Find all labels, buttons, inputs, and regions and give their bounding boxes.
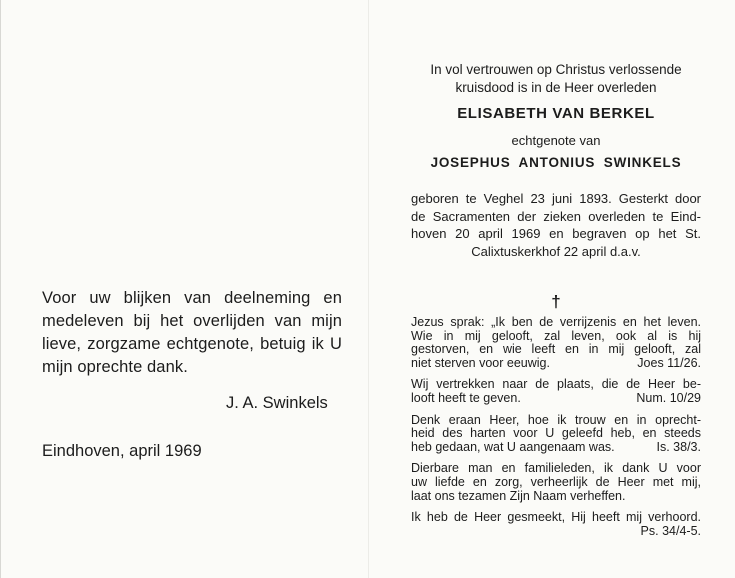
verse-reference: Joes 11/26. — [637, 355, 701, 370]
verse-reference: Ps. 34/4-5. — [640, 523, 701, 538]
bio-line: hoven 20 april 1969 en begraven op het St. — [411, 226, 701, 241]
place-date: Eindhoven, april 1969 — [42, 442, 202, 460]
verse-line: heid des harten voor U geleefd heb, en steeds — [411, 426, 701, 441]
verse-line: Jezus sprak: „Ik ben de verrijzenis en het leven. — [411, 315, 701, 329]
signature: J. A. Swinkels — [226, 394, 328, 412]
spouse-of-label: echtgenote van — [511, 133, 601, 148]
card-fold-line — [368, 0, 369, 578]
verse-line: Denk eraan Heer, hoe ik trouw en in oprecht- — [411, 412, 701, 427]
biography — [411, 190, 701, 260]
deceased-name: ELISABETH VAN BERKEL — [457, 105, 655, 122]
bio-line: Calixtuskerkhof 22 april d.a.v. — [471, 243, 641, 259]
verse-line: looft heeft te geven. — [411, 390, 521, 405]
verse-line: niet sterven voor eeuwig. — [411, 355, 550, 370]
verse-line: heb gedaan, wat U aangenaam was. — [411, 439, 615, 454]
scripture-verses — [411, 316, 701, 546]
intro-line: kruisdood is in de Heer overleden — [455, 80, 657, 95]
verse-line: Wij vertrekken naar de plaats, die de Heer be- — [411, 377, 701, 392]
bio-line: de Sacramenten der zieken overleden te Eind- — [411, 208, 701, 224]
verse-line: uw liefde en zorg, verheerlijk de Heer met mij, — [411, 474, 701, 489]
spouse-name: JOSEPHUS ANTONIUS SWINKELS — [430, 155, 682, 170]
verse-john — [411, 316, 701, 370]
thanks-line: mijn oprechte dank. — [42, 358, 188, 376]
verse-family — [411, 462, 701, 503]
thanks-line: Voor uw blijken van deelneming en — [42, 289, 342, 307]
thanks-line: lieve, zorgzame echtgenote, betuig ik U — [42, 335, 342, 353]
bio-line: geboren te Veghel 23 juni 1893. Gesterkt door — [411, 191, 701, 206]
cross-icon: † — [551, 292, 561, 311]
verse-line: gestorven, en wie leeft en in mij gelooft, zal — [411, 342, 701, 357]
thanks-message — [42, 287, 342, 379]
verse-isaiah — [411, 414, 701, 455]
verse-line: Ik heb de Heer gesmeekt, Hij heeft mij verhoord. — [411, 510, 701, 525]
verse-reference: Num. 10/29 — [636, 390, 701, 405]
verse-line: Wie in mij gelooft, zal leven, ook al is hij — [411, 328, 701, 343]
thanks-line: medeleven bij het overlijden van mijn — [42, 312, 342, 330]
intro-line: In vol vertrouwen op Christus verlossende — [430, 62, 682, 77]
verse-psalm — [411, 511, 701, 538]
verse-line: laat ons tezamen Zijn Naam verheffen. — [411, 488, 626, 503]
verse-line: Dierbare man en familieleden, ik dank U voor — [411, 461, 701, 476]
verse-numbers — [411, 378, 701, 405]
verse-reference: Is. 38/3. — [656, 439, 701, 454]
